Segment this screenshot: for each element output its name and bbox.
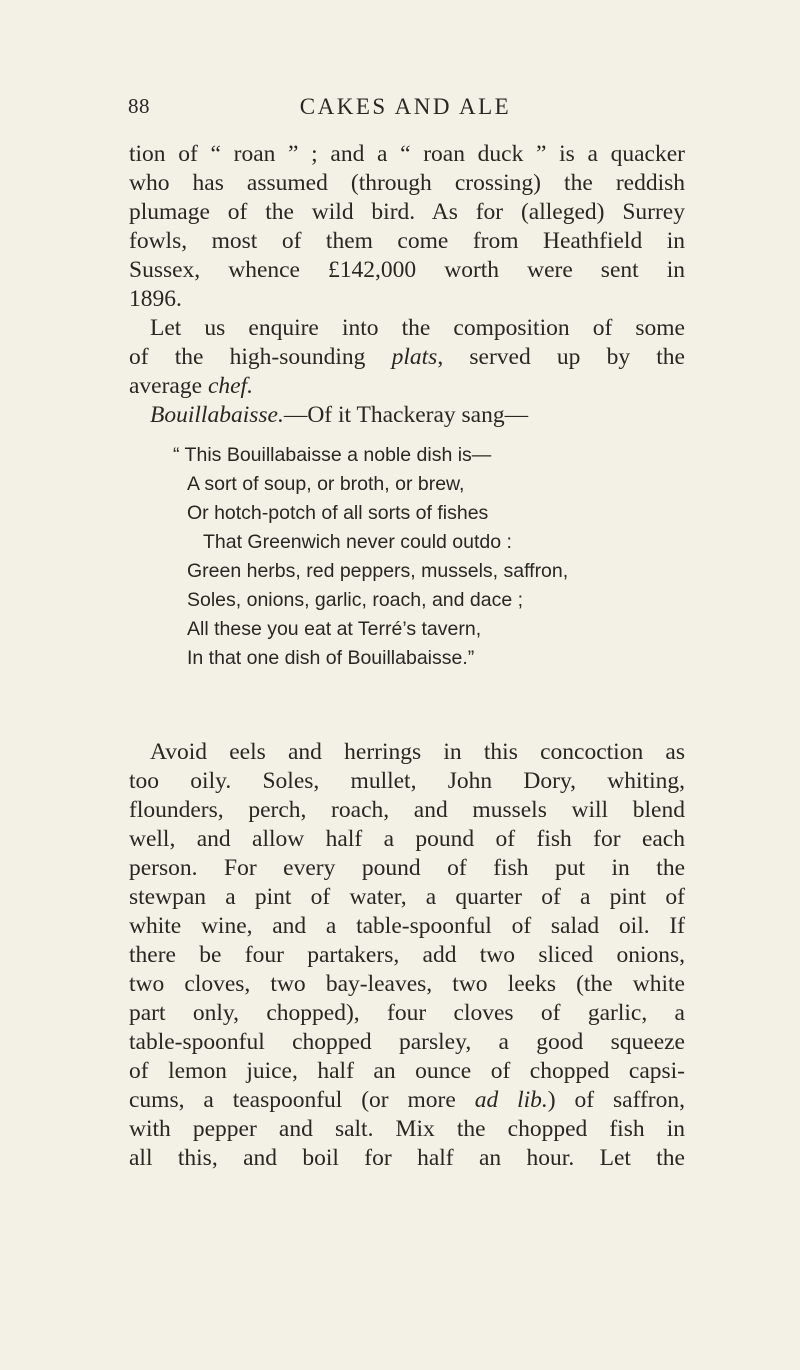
verse-line: “ This Bouillabaisse a noble dish is— [173,444,492,466]
verse-line: Green herbs, red peppers, mussels, saffron, [187,560,569,582]
text-line: two cloves, two bay-leaves, two leeks (the white [129,971,685,997]
text-line: who has assumed (through crossing) the reddish [129,170,685,196]
text-line: flounders, perch, roach, and mussels will blend [129,797,685,823]
text-line: table-spoonful chopped parsley, a good squeeze [129,1029,685,1055]
running-head: CAKES AND ALE [299,94,512,119]
verse-block [173,441,693,673]
text-line: well, and allow half a pound of fish for each [129,826,685,852]
italic-term: plats [391,344,438,370]
paragraph-3 [129,401,685,430]
text-line: with pepper and salt. Mix the chopped fish in [129,1116,685,1142]
verse-line: Soles, onions, garlic, roach, and dace ; [187,589,524,611]
text-run: average [129,373,208,399]
text-line: tion of “ roan ” ; and a “ roan duck ” is a quacker [129,141,685,167]
text-run: —Of it Thackeray sang— [283,402,529,428]
verse-line: In that one dish of Bouillabaisse.” [187,647,475,669]
text-line: all this, and boil for half an hour. Let the [129,1145,685,1171]
text-line: white wine, and a table-spoonful of salad oil. If [129,913,685,939]
paragraph-1 [129,140,685,314]
text-line: there be four partakers, add two sliced onions, [129,942,685,968]
verse-line: A sort of soup, or broth, or brew, [187,473,465,495]
text-run: , served up by the [437,344,685,370]
text-line: 1896. [129,286,182,312]
text-line [129,401,685,430]
text-line: Let us enquire into the composition of some [150,315,685,341]
verse-line: All these you eat at Terré’s tavern, [187,618,482,640]
page-header [128,94,683,130]
italic-term: chef. [207,373,253,399]
text-line [129,1086,685,1115]
text-run: of the high-sounding [129,344,392,370]
verse-line: Or hotch-potch of all sorts of fishes [187,502,489,524]
paragraph-2 [129,314,685,401]
italic-term: Bouillabaisse. [150,402,284,428]
text-line: part only, chopped), four cloves of garlic, a [129,1000,685,1026]
page-number: 88 [128,94,150,118]
text-line: too oily. Soles, mullet, John Dory, whiting, [129,768,685,794]
italic-term: ad lib. [474,1087,548,1113]
text-line: fowls, most of them come from Heathfield in [129,228,685,254]
text-run: cums, a teaspoonful (or more [129,1087,475,1113]
text-run: ) of saffron, [547,1087,685,1113]
text-line: of lemon juice, half an ounce of chopped capsi- [129,1058,685,1084]
text-line: plumage of the wild bird. As for (alleged) Surrey [129,199,685,225]
paragraph-4 [129,738,685,1173]
text-line [129,343,685,372]
text-line: stewpan a pint of water, a quarter of a pint of [129,884,685,910]
verse-line: That Greenwich never could outdo : [203,531,512,553]
text-line: Avoid eels and herrings in this concoction as [150,739,685,765]
text-line: person. For every pound of fish put in the [129,855,685,881]
text-line [129,372,685,401]
text-line: Sussex, whence £142,000 worth were sent in [129,257,685,283]
